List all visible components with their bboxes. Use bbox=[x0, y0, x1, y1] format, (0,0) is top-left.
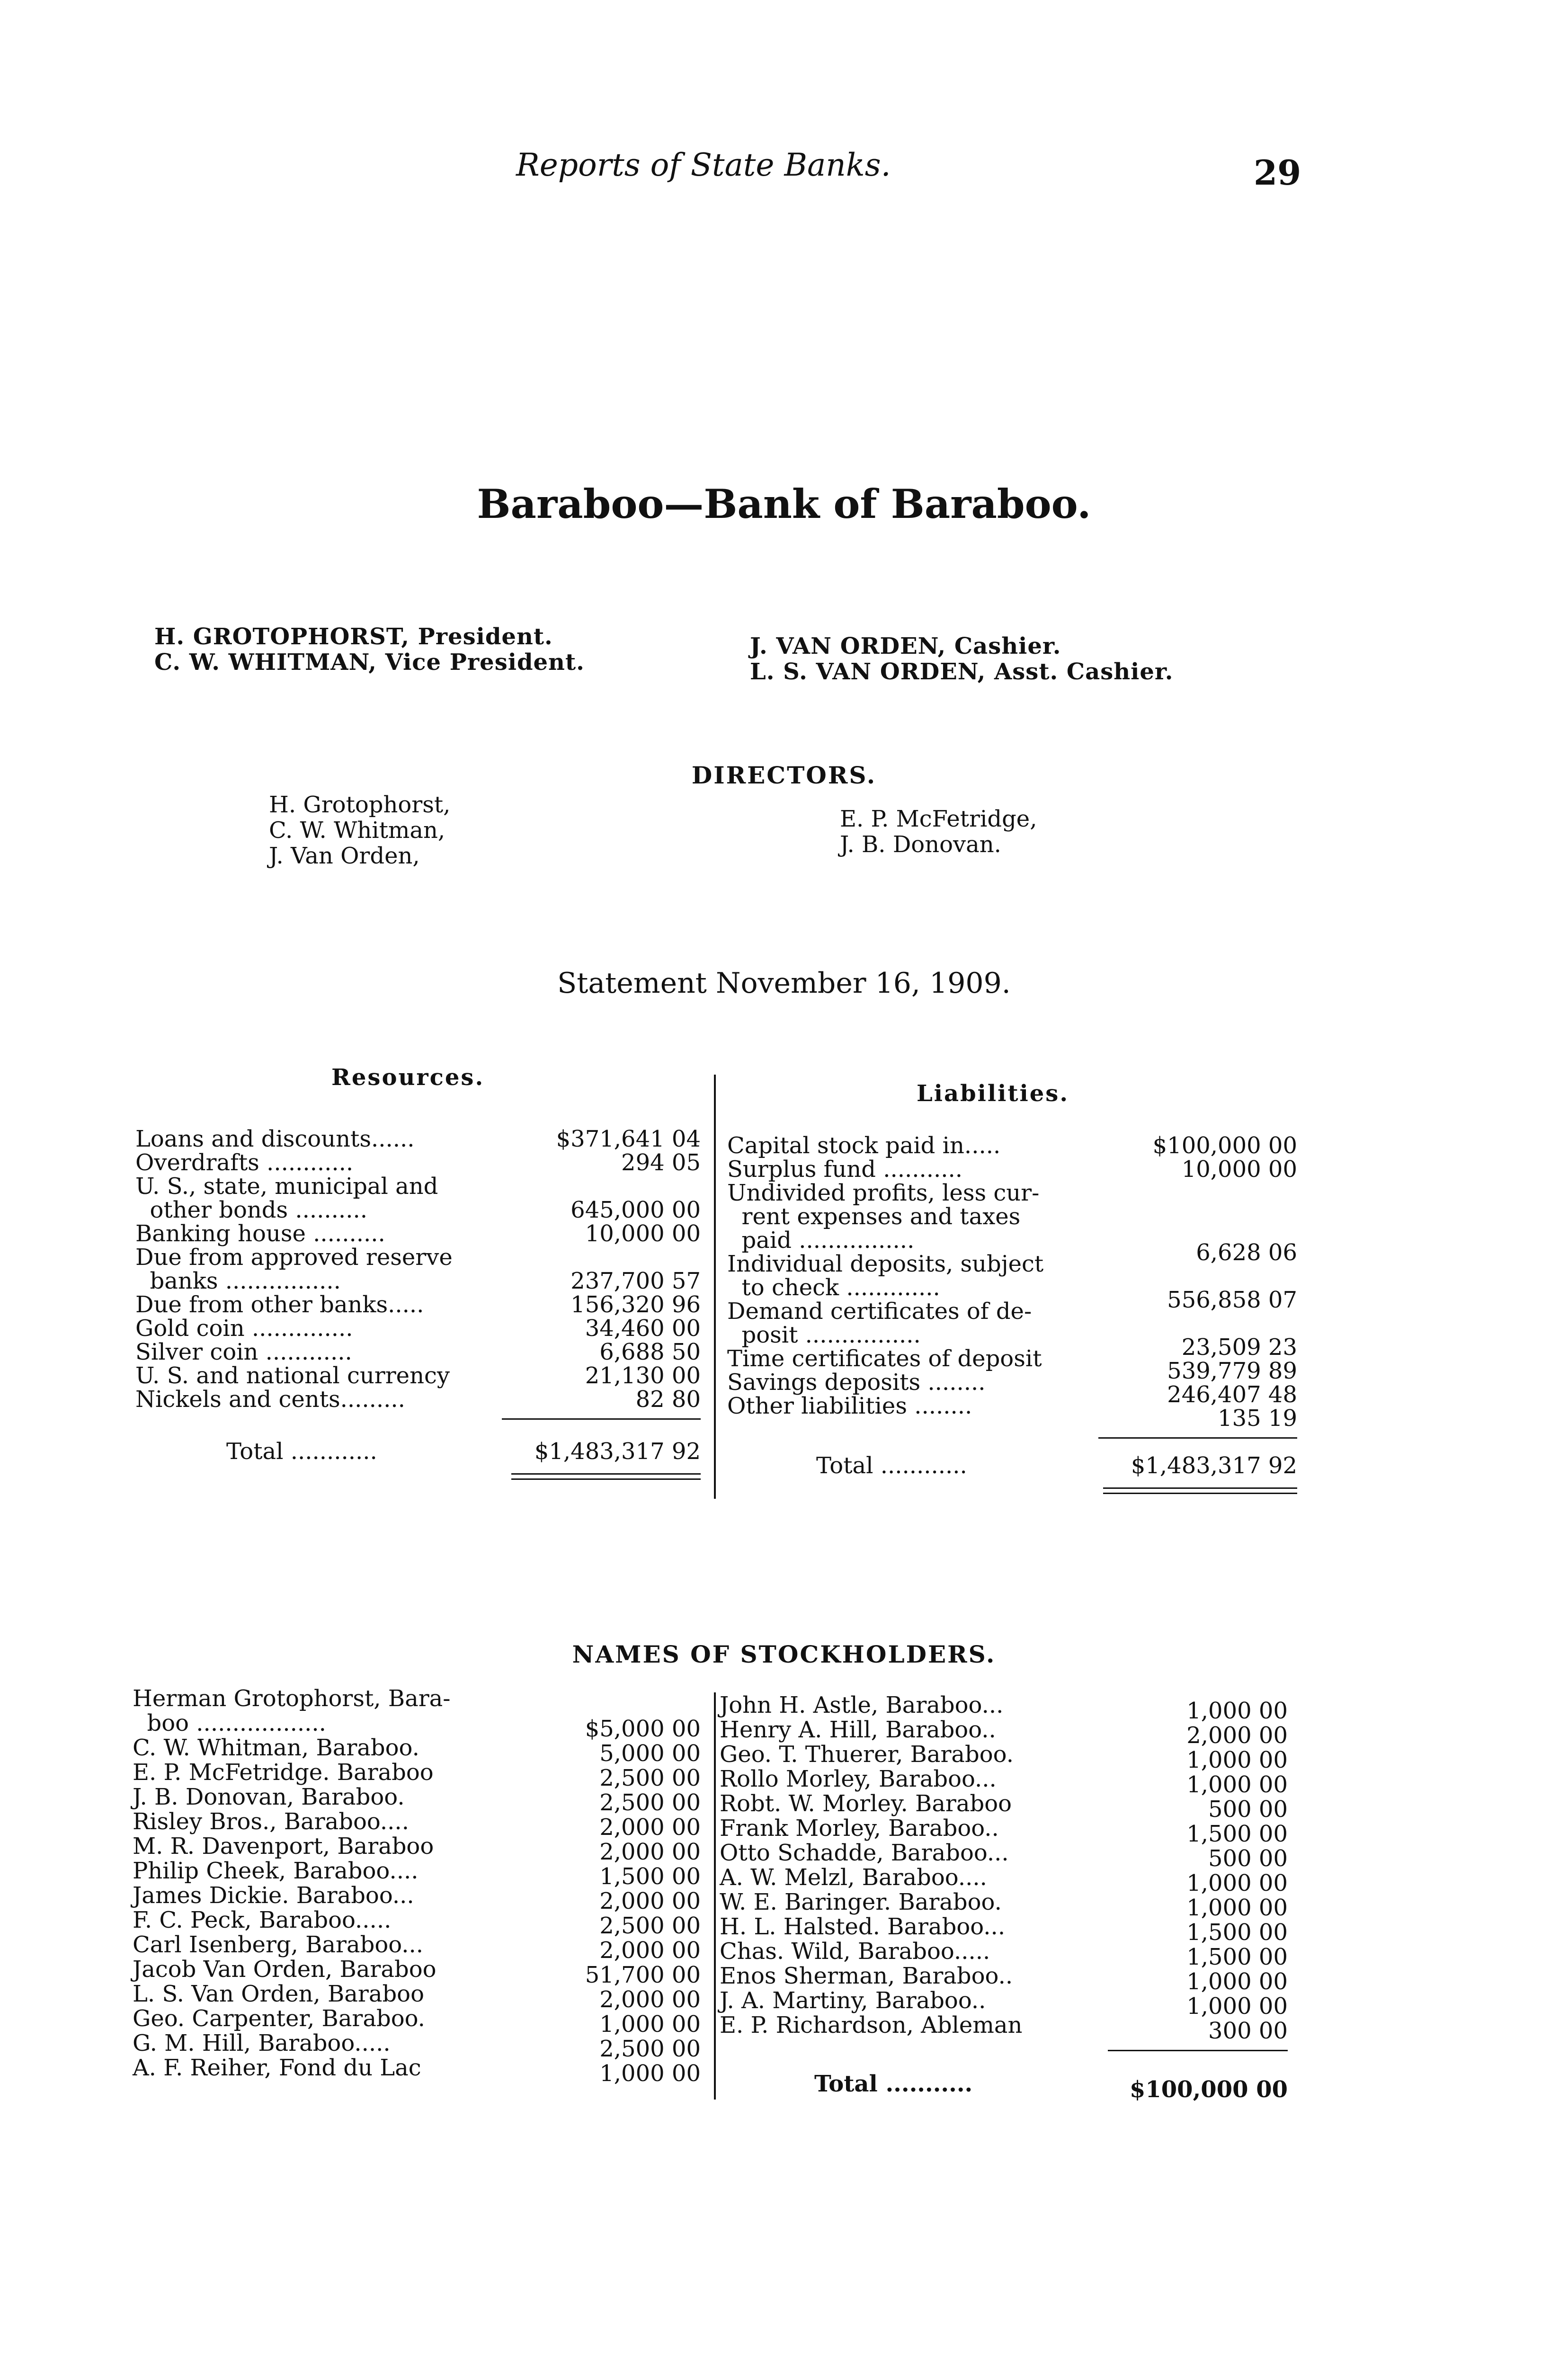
stockholder-name: Otto Schadde, Baraboo... bbox=[720, 1840, 1009, 1866]
stockholders-total-label: Total ........... bbox=[814, 2071, 973, 2097]
liability-label: rent expenses and taxes bbox=[727, 1203, 1021, 1230]
director-name: E. P. McFetridge, bbox=[840, 806, 1037, 832]
bank-title: Baraboo—Bank of Baraboo. bbox=[477, 481, 1091, 527]
resource-label: Silver coin ............ bbox=[135, 1339, 352, 1365]
liability-amount: 6,628 06 bbox=[1196, 1239, 1297, 1266]
stockholder-name: Frank Morley, Baraboo.. bbox=[720, 1815, 999, 1842]
liability-label: Individual deposits, subject bbox=[727, 1251, 1044, 1277]
stockholder-name: Geo. Carpenter, Baraboo. bbox=[133, 2005, 425, 2032]
resource-amount: 6,688 50 bbox=[599, 1339, 701, 1365]
resource-label: Overdrafts ............ bbox=[135, 1149, 354, 1176]
stockholder-amount: 1,000 00 bbox=[1186, 1993, 1288, 2020]
officer-cashier: J. VAN ORDEN, Cashier. bbox=[750, 633, 1061, 659]
stockholder-name: Risley Bros., Baraboo.... bbox=[133, 1808, 409, 1835]
director-name: C. W. Whitman, bbox=[269, 817, 445, 844]
liability-amount: $100,000 00 bbox=[1152, 1132, 1297, 1159]
stockholder-amount: 1,500 00 bbox=[1186, 1821, 1288, 1847]
liability-amount: 556,858 07 bbox=[1167, 1287, 1297, 1313]
resource-amount: 294 05 bbox=[621, 1149, 701, 1176]
resources-total-label: Total ............ bbox=[226, 1438, 377, 1465]
stockholder-name: H. L. Halsted. Baraboo... bbox=[720, 1913, 1006, 1940]
stockholder-name: Robt. W. Morley. Baraboo bbox=[720, 1790, 1012, 1817]
stockholder-name: A. F. Reiher, Fond du Lac bbox=[133, 2055, 421, 2081]
liability-amount: 23,509 23 bbox=[1181, 1334, 1297, 1361]
stockholder-amount: 5,000 00 bbox=[599, 1740, 701, 1767]
stockholders-divider bbox=[714, 1692, 716, 2100]
stockholder-name: Jacob Van Orden, Baraboo bbox=[133, 1956, 437, 1983]
stockholder-amount: 2,000 00 bbox=[599, 1839, 701, 1865]
stockholders-total-rule bbox=[1108, 2050, 1288, 2051]
stockholder-name: G. M. Hill, Baraboo..... bbox=[133, 2030, 391, 2056]
stockholder-amount: 500 00 bbox=[1208, 1845, 1288, 1872]
stockholder-amount: 1,500 00 bbox=[1186, 1919, 1288, 1946]
stockholder-amount: 1,500 00 bbox=[599, 1863, 701, 1890]
stockholder-amount: 300 00 bbox=[1208, 2018, 1288, 2044]
stockholder-name: J. A. Martiny, Baraboo.. bbox=[720, 1987, 986, 2014]
stockholder-name: W. E. Baringer. Baraboo. bbox=[720, 1889, 1002, 1915]
liability-label: Undivided profits, less cur- bbox=[727, 1180, 1040, 1206]
officer-vice-president: C. W. WHITMAN, Vice President. bbox=[154, 649, 585, 676]
stockholder-name: Chas. Wild, Baraboo..... bbox=[720, 1938, 990, 1965]
liabilities-heading: Liabilities. bbox=[917, 1080, 1069, 1107]
stockholder-amount: 1,000 00 bbox=[1186, 1747, 1288, 1773]
stockholder-amount: $5,000 00 bbox=[585, 1716, 701, 1742]
column-divider bbox=[714, 1075, 716, 1499]
stockholder-name: A. W. Melzl, Baraboo.... bbox=[720, 1864, 987, 1891]
stockholder-name: Geo. T. Thuerer, Baraboo. bbox=[720, 1741, 1014, 1768]
resources-total-double-rule bbox=[511, 1473, 701, 1480]
stockholder-amount: 51,700 00 bbox=[585, 1962, 701, 1988]
stockholder-amount: 2,000 00 bbox=[1186, 1722, 1288, 1749]
liability-amount: 539,779 89 bbox=[1167, 1358, 1297, 1384]
stockholder-amount: 500 00 bbox=[1208, 1796, 1288, 1823]
resource-label: U. S. and national currency bbox=[135, 1362, 450, 1389]
stockholder-name: L. S. Van Orden, Baraboo bbox=[133, 1981, 424, 2007]
stockholder-amount: 2,000 00 bbox=[599, 1937, 701, 1964]
liability-amount: 135 19 bbox=[1218, 1405, 1297, 1432]
stockholder-name: E. P. McFetridge. Baraboo bbox=[133, 1759, 434, 1786]
stockholder-name: E. P. Richardson, Ableman bbox=[720, 2012, 1023, 2038]
resource-label: Nickels and cents......... bbox=[135, 1386, 405, 1413]
stockholder-amount: 1,000 00 bbox=[599, 2011, 701, 2038]
liability-label: Surplus fund ........... bbox=[727, 1156, 963, 1183]
resource-amount: $371,641 04 bbox=[556, 1126, 701, 1152]
stockholder-amount: 2,000 00 bbox=[599, 1888, 701, 1914]
resource-label: other bonds .......... bbox=[135, 1197, 367, 1223]
stockholder-name: M. R. Davenport, Baraboo bbox=[133, 1833, 434, 1860]
liabilities-total-label: Total ............ bbox=[816, 1452, 967, 1479]
director-name: J. Van Orden, bbox=[269, 843, 420, 869]
stockholder-amount: 1,000 00 bbox=[1186, 1698, 1288, 1724]
stockholder-name: boo .................. bbox=[133, 1710, 326, 1736]
liabilities-subtotal-rule bbox=[1098, 1437, 1297, 1439]
liability-label: posit ................ bbox=[727, 1322, 921, 1348]
liability-amount: 10,000 00 bbox=[1181, 1156, 1297, 1183]
liabilities-total-double-rule bbox=[1103, 1487, 1297, 1494]
liability-label: Savings deposits ........ bbox=[727, 1369, 986, 1396]
liability-label: Other liabilities ........ bbox=[727, 1393, 972, 1419]
stockholder-amount: 2,500 00 bbox=[599, 1913, 701, 1939]
resources-subtotal-rule bbox=[502, 1418, 701, 1420]
stockholder-amount: 1,000 00 bbox=[1186, 1895, 1288, 1921]
resource-amount: 237,700 57 bbox=[570, 1268, 701, 1294]
stockholders-total-amount: $100,000 00 bbox=[1129, 2076, 1288, 2103]
resource-amount: 21,130 00 bbox=[585, 1362, 701, 1389]
stockholder-name: Rollo Morley, Baraboo... bbox=[720, 1766, 997, 1792]
stockholder-name: James Dickie. Baraboo... bbox=[133, 1882, 414, 1909]
resource-label: Banking house .......... bbox=[135, 1220, 385, 1247]
liabilities-total-amount: $1,483,317 92 bbox=[1131, 1452, 1297, 1479]
liability-label: paid ................ bbox=[727, 1227, 915, 1254]
resource-label: Due from approved reserve bbox=[135, 1244, 453, 1271]
director-name: J. B. Donovan. bbox=[840, 831, 1001, 858]
director-name: H. Grotophorst, bbox=[269, 792, 451, 818]
directors-heading: DIRECTORS. bbox=[691, 761, 877, 789]
stockholder-amount: 1,000 00 bbox=[1186, 1968, 1288, 1995]
resource-label: banks ................ bbox=[135, 1268, 341, 1294]
stockholder-amount: 1,000 00 bbox=[1186, 1771, 1288, 1798]
resource-amount: 34,460 00 bbox=[585, 1315, 701, 1342]
liability-amount: 246,407 48 bbox=[1167, 1381, 1297, 1408]
liability-label: to check ............. bbox=[727, 1274, 940, 1301]
running-title: Reports of State Banks. bbox=[516, 147, 891, 183]
statement-date: Statement November 16, 1909. bbox=[557, 967, 1011, 1000]
resource-label: U. S., state, municipal and bbox=[135, 1173, 438, 1200]
liability-label: Capital stock paid in..... bbox=[727, 1132, 1001, 1159]
resource-label: Due from other banks..... bbox=[135, 1291, 424, 1318]
stockholder-name: Henry A. Hill, Baraboo.. bbox=[720, 1717, 996, 1743]
stockholder-name: F. C. Peck, Baraboo..... bbox=[133, 1907, 392, 1933]
stockholder-amount: 2,000 00 bbox=[599, 1986, 701, 2013]
stockholder-name: C. W. Whitman, Baraboo. bbox=[133, 1735, 419, 1761]
stockholder-amount: 1,000 00 bbox=[599, 2060, 701, 2087]
resource-amount: 10,000 00 bbox=[585, 1220, 701, 1247]
stockholder-name: Philip Cheek, Baraboo.... bbox=[133, 1858, 419, 1884]
resources-heading: Resources. bbox=[331, 1064, 485, 1091]
stockholder-amount: 2,500 00 bbox=[599, 2036, 701, 2062]
resource-label: Gold coin .............. bbox=[135, 1315, 353, 1342]
resource-amount: 156,320 96 bbox=[570, 1291, 701, 1318]
resource-label: Loans and discounts...... bbox=[135, 1126, 415, 1152]
officer-asst-cashier: L. S. VAN ORDEN, Asst. Cashier. bbox=[750, 658, 1174, 685]
stockholders-heading: NAMES OF STOCKHOLDERS. bbox=[572, 1640, 996, 1668]
officer-president: H. GROTOPHORST, President. bbox=[154, 623, 553, 650]
resource-amount: 82 80 bbox=[635, 1386, 701, 1413]
liability-label: Demand certificates of de- bbox=[727, 1298, 1032, 1325]
stockholder-name: Carl Isenberg, Baraboo... bbox=[133, 1931, 424, 1958]
stockholder-name: J. B. Donovan, Baraboo. bbox=[133, 1784, 405, 1810]
resources-total-amount: $1,483,317 92 bbox=[534, 1438, 701, 1465]
stockholder-amount: 2,500 00 bbox=[599, 1765, 701, 1791]
page-number: 29 bbox=[1254, 152, 1301, 193]
stockholder-amount: 1,000 00 bbox=[1186, 1870, 1288, 1896]
stockholder-amount: 1,500 00 bbox=[1186, 1944, 1288, 1970]
resource-amount: 645,000 00 bbox=[570, 1197, 701, 1223]
liability-label: Time certificates of deposit bbox=[727, 1345, 1042, 1372]
stockholder-amount: 2,500 00 bbox=[599, 1789, 701, 1816]
stockholder-name: John H. Astle, Baraboo... bbox=[720, 1692, 1004, 1718]
stockholder-name: Enos Sherman, Baraboo.. bbox=[720, 1963, 1013, 1989]
stockholder-name: Herman Grotophorst, Bara- bbox=[133, 1685, 451, 1712]
stockholder-amount: 2,000 00 bbox=[599, 1814, 701, 1841]
